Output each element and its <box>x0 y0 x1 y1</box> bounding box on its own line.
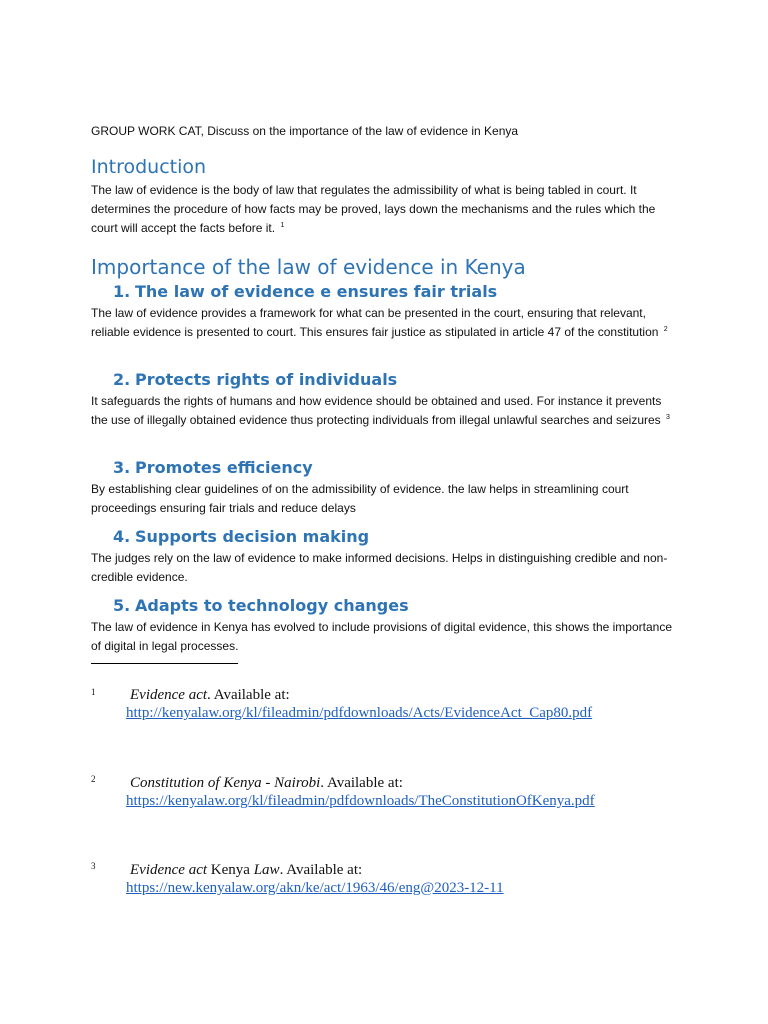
citation-suffix: . Available at: <box>279 862 363 878</box>
introduction-paragraph <box>91 181 681 238</box>
footnote-3-link[interactable]: https://new.kenyalaw.org/akn/ke/act/1963/46/eng@2023-12-11 <box>126 880 504 896</box>
item-3-heading <box>113 458 313 478</box>
item-4-heading <box>113 527 369 547</box>
citation-title: Evidence act <box>130 687 208 703</box>
item-2-heading <box>113 370 397 390</box>
item-2-paragraph <box>91 392 681 430</box>
item-title: Adapts to technology changes <box>135 596 409 615</box>
citation-title-2: Law <box>253 862 280 878</box>
item-text: It safeguards the rights of humans and how evidence should be obtained and used. For instance it prevents the use of illegally obtained evidence thus protecting individuals from illegal unlawful searches and seizures <box>91 394 662 427</box>
importance-heading: Importance of the law of evidence in Kenya <box>91 255 526 279</box>
citation-suffix: . Available at: <box>320 775 403 791</box>
footnote-3-mark: 3 <box>91 861 96 871</box>
item-5-heading <box>113 596 409 616</box>
item-number: 2. <box>113 370 131 389</box>
citation-title: Evidence act <box>130 862 208 878</box>
citation-suffix: . Available at: <box>207 687 290 703</box>
item-number: 3. <box>113 458 131 477</box>
footnote-1-citation <box>130 686 290 704</box>
item-title: Supports decision making <box>135 527 370 546</box>
item-title: The law of evidence e ensures fair trials <box>135 282 498 301</box>
footnote-ref-2[interactable]: 2 <box>663 326 668 333</box>
footnote-2-mark: 2 <box>91 774 96 784</box>
citation-title: Constitution of Kenya - Nairobi <box>130 775 321 791</box>
footnote-2-link[interactable]: https://kenyalaw.org/kl/fileadmin/pdfdownloads/TheConstitutionOfKenya.pdf <box>126 793 595 809</box>
item-number: 1. <box>113 282 131 301</box>
item-title: Promotes efficiency <box>135 458 313 477</box>
item-number: 5. <box>113 596 131 615</box>
footnote-ref-1[interactable]: 1 <box>280 222 285 229</box>
footnote-separator <box>91 663 238 664</box>
item-3-paragraph: By establishing clear guidelines of on the admissibility of evidence. the law helps in streamlining court proceedings ensuring fair trials and reduce delays <box>91 482 629 515</box>
footnote-2-citation <box>130 774 403 792</box>
footnote-1-link[interactable]: http://kenyalaw.org/kl/fileadmin/pdfdownloads/Acts/EvidenceAct_Cap80.pdf <box>126 705 593 721</box>
introduction-heading: Introduction <box>91 156 207 178</box>
footnote-1-mark: 1 <box>91 687 96 697</box>
assignment-title: GROUP WORK CAT, Discuss on the importance of the law of evidence in Kenya <box>91 124 519 138</box>
item-4-paragraph: The judges rely on the law of evidence to make informed decisions. Helps in distinguishing credible and non-credible evidence. <box>91 551 668 584</box>
item-text: The law of evidence provides a framework for what can be presented in the court, ensuring that relevant, reliable evidence is presented to court. This ensures fair justice as stipulated in article 47 of the constitution <box>91 306 659 339</box>
item-1-paragraph <box>91 304 681 342</box>
footnote-ref-3[interactable]: 3 <box>666 414 670 421</box>
footnote-3-citation <box>130 861 362 879</box>
introduction-text: The law of evidence is the body of law that regulates the admissibility of what is being tabled in court. It determines the procedure of how facts may be proved, lays down the mechanisms and the rules which the court will accept the facts before it. <box>91 183 656 235</box>
item-title: Protects rights of individuals <box>135 370 398 389</box>
item-1-heading <box>113 282 497 302</box>
item-number: 4. <box>113 527 131 546</box>
citation-middle: Kenya <box>207 862 254 878</box>
item-5-paragraph: The law of evidence in Kenya has evolved to include provisions of digital evidence, this shows the importance of digital in legal processes. <box>91 620 672 653</box>
